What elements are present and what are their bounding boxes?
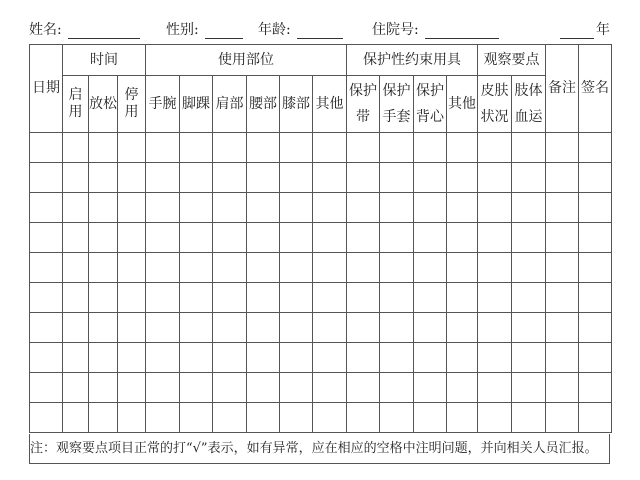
entry-cell[interactable]: [146, 343, 180, 373]
header-row-columns: [30, 76, 612, 133]
entry-cell[interactable]: [579, 253, 612, 283]
entry-cell[interactable]: [546, 373, 579, 403]
entry-cell[interactable]: [414, 313, 447, 343]
col-header-limb-circulation-line1: 肢体: [514, 83, 543, 99]
entry-cell[interactable]: [478, 343, 512, 373]
entry-cell[interactable]: [89, 193, 118, 223]
col-header-protective-vest: [414, 76, 447, 133]
entry-cell[interactable]: [313, 133, 347, 163]
admission-number-input-line[interactable]: [425, 24, 499, 39]
entry-cell[interactable]: [63, 343, 89, 373]
col-header-limb-circulation-line2: 血运: [514, 109, 543, 125]
entry-cell[interactable]: [478, 163, 512, 193]
entry-cell[interactable]: [89, 283, 118, 313]
entry-cell[interactable]: [118, 373, 146, 403]
entry-cell[interactable]: [213, 283, 247, 313]
entry-cell[interactable]: [146, 313, 180, 343]
entry-cell[interactable]: [89, 163, 118, 193]
entry-cell[interactable]: [380, 283, 414, 313]
entry-cell[interactable]: [579, 313, 612, 343]
entry-cell[interactable]: [213, 163, 247, 193]
age-label: 年龄:: [258, 22, 291, 38]
table-row: [30, 223, 612, 253]
col-header-ankle: 脚踝: [180, 76, 213, 133]
year-input-line[interactable]: [560, 24, 594, 39]
entry-cell[interactable]: [447, 313, 478, 343]
entry-cell[interactable]: [313, 343, 347, 373]
entry-cell[interactable]: [30, 253, 63, 283]
entry-cell[interactable]: [280, 343, 313, 373]
table-row: [30, 253, 612, 283]
admission-number-field: [372, 19, 499, 39]
col-header-device-other: 其他: [447, 76, 478, 133]
observe-group-header: 观察要点: [478, 45, 546, 76]
table-row: [30, 373, 612, 403]
entry-cell[interactable]: [579, 343, 612, 373]
admission-number-label: 住院号:: [372, 22, 419, 38]
entry-cell[interactable]: [146, 163, 180, 193]
entry-cell[interactable]: [118, 343, 146, 373]
entry-cell[interactable]: [313, 403, 347, 433]
entry-cell[interactable]: [118, 193, 146, 223]
entry-cell[interactable]: [447, 133, 478, 163]
entry-cell[interactable]: [313, 373, 347, 403]
entry-cell[interactable]: [313, 253, 347, 283]
entry-cell[interactable]: [414, 403, 447, 433]
entry-cell[interactable]: [180, 283, 213, 313]
entry-cell[interactable]: [447, 373, 478, 403]
name-field: [29, 19, 140, 39]
entry-cell[interactable]: [512, 253, 546, 283]
col-header-protective-glove: [380, 76, 414, 133]
year-field: [560, 19, 610, 39]
col-header-knee: 膝部: [280, 76, 313, 133]
gender-label: 性别:: [166, 22, 199, 38]
entry-cell[interactable]: [478, 253, 512, 283]
entry-cell[interactable]: [247, 313, 280, 343]
entry-cell[interactable]: [347, 403, 380, 433]
entry-cell[interactable]: [213, 193, 247, 223]
entry-cell[interactable]: [579, 193, 612, 223]
entry-cell[interactable]: [579, 373, 612, 403]
entry-cell[interactable]: [380, 313, 414, 343]
entry-cell[interactable]: [30, 403, 63, 433]
entry-cell[interactable]: [146, 133, 180, 163]
entry-cell[interactable]: [380, 163, 414, 193]
entry-cell[interactable]: [180, 343, 213, 373]
entry-cell[interactable]: [118, 223, 146, 253]
col-header-limb-circulation: [512, 76, 546, 133]
entry-cell[interactable]: [247, 253, 280, 283]
entry-cell[interactable]: [579, 283, 612, 313]
entry-cell[interactable]: [478, 373, 512, 403]
col-header-site-other: 其他: [313, 76, 347, 133]
entry-cell[interactable]: [447, 403, 478, 433]
entry-cell[interactable]: [213, 343, 247, 373]
entry-cell[interactable]: [414, 253, 447, 283]
table-row: [30, 403, 612, 433]
entry-cell[interactable]: [247, 343, 280, 373]
device-group-header: 保护性约束用具: [347, 45, 478, 76]
entry-cell[interactable]: [118, 133, 146, 163]
entry-cell[interactable]: [380, 223, 414, 253]
entry-cell[interactable]: [247, 193, 280, 223]
entry-cell[interactable]: [146, 193, 180, 223]
entry-cell[interactable]: [280, 223, 313, 253]
entry-cell[interactable]: [546, 223, 579, 253]
entry-cell[interactable]: [347, 253, 380, 283]
entry-cell[interactable]: [89, 253, 118, 283]
entry-cell[interactable]: [347, 163, 380, 193]
col-header-stop: 停用: [118, 76, 146, 133]
entry-cell[interactable]: [414, 343, 447, 373]
entry-cell[interactable]: [347, 223, 380, 253]
entry-cell[interactable]: [447, 163, 478, 193]
entry-cell[interactable]: [447, 223, 478, 253]
entry-cell[interactable]: [546, 403, 579, 433]
name-label: 姓名:: [29, 22, 62, 38]
entry-cell[interactable]: [347, 313, 380, 343]
entry-cell[interactable]: [380, 193, 414, 223]
entry-cell[interactable]: [579, 133, 612, 163]
entry-cell[interactable]: [63, 133, 89, 163]
entry-cell[interactable]: [63, 223, 89, 253]
entry-cell[interactable]: [478, 193, 512, 223]
entry-cell[interactable]: [512, 373, 546, 403]
entry-cell[interactable]: [213, 223, 247, 253]
entry-cell[interactable]: [180, 193, 213, 223]
entry-cell[interactable]: [180, 253, 213, 283]
remarks-header: 备注: [546, 45, 579, 133]
entry-cell[interactable]: [118, 283, 146, 313]
entry-cell[interactable]: [512, 313, 546, 343]
entry-cell[interactable]: [512, 343, 546, 373]
col-header-loosen: 放松: [89, 76, 118, 133]
entry-cell[interactable]: [89, 403, 118, 433]
year-label: 年: [596, 22, 610, 38]
entry-cell[interactable]: [180, 163, 213, 193]
entry-cell[interactable]: [546, 283, 579, 313]
entry-cell[interactable]: [63, 253, 89, 283]
entry-cell[interactable]: [213, 133, 247, 163]
table-row: [30, 313, 612, 343]
entry-cell[interactable]: [546, 343, 579, 373]
col-header-protective-glove-line1: 保护: [382, 83, 411, 99]
col-header-restraint-belt-line2: 带: [356, 109, 371, 125]
entry-cell[interactable]: [347, 373, 380, 403]
entry-cell[interactable]: [180, 373, 213, 403]
entry-cell[interactable]: [30, 133, 63, 163]
entry-cell[interactable]: [512, 163, 546, 193]
entry-cell[interactable]: [546, 163, 579, 193]
entry-cell[interactable]: [213, 373, 247, 403]
header-row-groups: [30, 45, 612, 76]
entry-cell[interactable]: [180, 403, 213, 433]
entry-cell[interactable]: [313, 313, 347, 343]
time-group-header: 时间: [63, 45, 146, 76]
entry-cell[interactable]: [280, 283, 313, 313]
entry-cell[interactable]: [30, 313, 63, 343]
entry-cell[interactable]: [380, 133, 414, 163]
col-header-protective-vest-line2: 背心: [416, 109, 445, 125]
entry-cell[interactable]: [414, 163, 447, 193]
col-header-skin-condition-line1: 皮肤: [480, 83, 509, 99]
entry-cell[interactable]: [546, 253, 579, 283]
entry-cell[interactable]: [30, 283, 63, 313]
table-row: [30, 343, 612, 373]
col-header-protective-vest-line1: 保护: [416, 83, 445, 99]
entry-cell[interactable]: [247, 163, 280, 193]
entry-cell[interactable]: [30, 223, 63, 253]
gender-field: [166, 19, 243, 39]
entry-cell[interactable]: [30, 373, 63, 403]
col-header-start: 启用: [63, 76, 89, 133]
entry-cell[interactable]: [247, 283, 280, 313]
entry-cell[interactable]: [30, 343, 63, 373]
age-input-line[interactable]: [297, 24, 343, 39]
table-row: [30, 283, 612, 313]
entry-cell[interactable]: [30, 163, 63, 193]
col-header-restraint-belt-line1: 保护: [349, 83, 378, 99]
col-header-waist: 腰部: [247, 76, 280, 133]
table-row: [30, 133, 612, 163]
entry-cell[interactable]: [347, 133, 380, 163]
entry-cell[interactable]: [478, 403, 512, 433]
entry-cell[interactable]: [146, 373, 180, 403]
entry-cell[interactable]: [89, 313, 118, 343]
age-field: [258, 19, 343, 39]
entry-cell[interactable]: [146, 283, 180, 313]
restraint-record-table: [29, 44, 612, 433]
entry-cell[interactable]: [213, 403, 247, 433]
entry-cell[interactable]: [512, 283, 546, 313]
entry-cell[interactable]: [63, 163, 89, 193]
entry-cell[interactable]: [89, 343, 118, 373]
gender-input-line[interactable]: [205, 24, 243, 39]
entry-cell[interactable]: [247, 403, 280, 433]
signature-header: 签名: [579, 45, 612, 133]
entry-cell[interactable]: [447, 193, 478, 223]
entry-cell[interactable]: [546, 193, 579, 223]
entry-cell[interactable]: [347, 193, 380, 223]
entry-cell[interactable]: [313, 223, 347, 253]
entry-cell[interactable]: [146, 223, 180, 253]
entry-cell[interactable]: [414, 133, 447, 163]
entry-cell[interactable]: [447, 253, 478, 283]
entry-cell[interactable]: [347, 343, 380, 373]
entry-cell[interactable]: [280, 253, 313, 283]
entry-cell[interactable]: [512, 133, 546, 163]
entry-cell[interactable]: [280, 163, 313, 193]
entry-cell[interactable]: [313, 163, 347, 193]
entry-cell[interactable]: [63, 193, 89, 223]
entry-cell[interactable]: [280, 373, 313, 403]
entry-cell[interactable]: [313, 193, 347, 223]
table-row: [30, 163, 612, 193]
entry-cell[interactable]: [89, 133, 118, 163]
entry-cell[interactable]: [247, 223, 280, 253]
entry-cell[interactable]: [118, 403, 146, 433]
entry-cell[interactable]: [414, 223, 447, 253]
col-header-shoulder: 肩部: [213, 76, 247, 133]
entry-cell[interactable]: [63, 373, 89, 403]
entry-cell[interactable]: [118, 253, 146, 283]
entry-cell[interactable]: [63, 283, 89, 313]
entry-cell[interactable]: [63, 403, 89, 433]
entry-cell[interactable]: [512, 403, 546, 433]
name-input-line[interactable]: [68, 24, 140, 39]
entry-cell[interactable]: [546, 133, 579, 163]
entry-cell[interactable]: [247, 133, 280, 163]
entry-cell[interactable]: [579, 223, 612, 253]
entry-cell[interactable]: [380, 403, 414, 433]
entry-cell[interactable]: [213, 253, 247, 283]
entry-cell[interactable]: [280, 313, 313, 343]
entry-cell[interactable]: [478, 283, 512, 313]
entry-cell[interactable]: [512, 223, 546, 253]
form-header: [0, 0, 640, 44]
col-header-protective-glove-line2: 手套: [382, 109, 411, 125]
entry-cell[interactable]: [380, 373, 414, 403]
entry-cell[interactable]: [313, 283, 347, 313]
entry-cell[interactable]: [478, 223, 512, 253]
entry-cell[interactable]: [512, 193, 546, 223]
entry-cell[interactable]: [414, 193, 447, 223]
entry-cell[interactable]: [247, 373, 280, 403]
col-header-skin-condition-line2: 状况: [480, 109, 509, 125]
entry-cell[interactable]: [180, 223, 213, 253]
col-header-skin-condition: [478, 76, 512, 133]
entry-cell[interactable]: [118, 163, 146, 193]
entry-cell[interactable]: [478, 313, 512, 343]
entry-cell[interactable]: [380, 253, 414, 283]
entry-cell[interactable]: [447, 283, 478, 313]
entry-cell[interactable]: [63, 313, 89, 343]
entry-cell[interactable]: [89, 223, 118, 253]
entry-cell[interactable]: [213, 313, 247, 343]
entry-cell[interactable]: [180, 133, 213, 163]
entry-cell[interactable]: [89, 373, 118, 403]
entry-cell[interactable]: [579, 163, 612, 193]
date-header: 日期: [30, 45, 63, 133]
entry-cell[interactable]: [280, 133, 313, 163]
entry-cell[interactable]: [447, 343, 478, 373]
entry-cell[interactable]: [579, 403, 612, 433]
entry-cell[interactable]: [478, 133, 512, 163]
entry-cell[interactable]: [546, 313, 579, 343]
site-group-header: 使用部位: [146, 45, 347, 76]
entry-cell[interactable]: [146, 403, 180, 433]
entry-cell[interactable]: [118, 313, 146, 343]
entry-cell[interactable]: [30, 193, 63, 223]
entry-cell[interactable]: [280, 403, 313, 433]
entry-cell[interactable]: [347, 283, 380, 313]
footnote: 注：观察要点项目正常的打“√”表示，如有异常，应在相应的空格中注明问题，并向相关人员汇报。: [29, 434, 610, 464]
entry-cell[interactable]: [280, 193, 313, 223]
table-row: [30, 193, 612, 223]
entry-cell[interactable]: [414, 373, 447, 403]
entry-cell[interactable]: [414, 283, 447, 313]
col-header-restraint-belt: [347, 76, 380, 133]
entry-cell[interactable]: [380, 343, 414, 373]
entry-cell[interactable]: [180, 313, 213, 343]
col-header-wrist: 手腕: [146, 76, 180, 133]
entry-cell[interactable]: [146, 253, 180, 283]
